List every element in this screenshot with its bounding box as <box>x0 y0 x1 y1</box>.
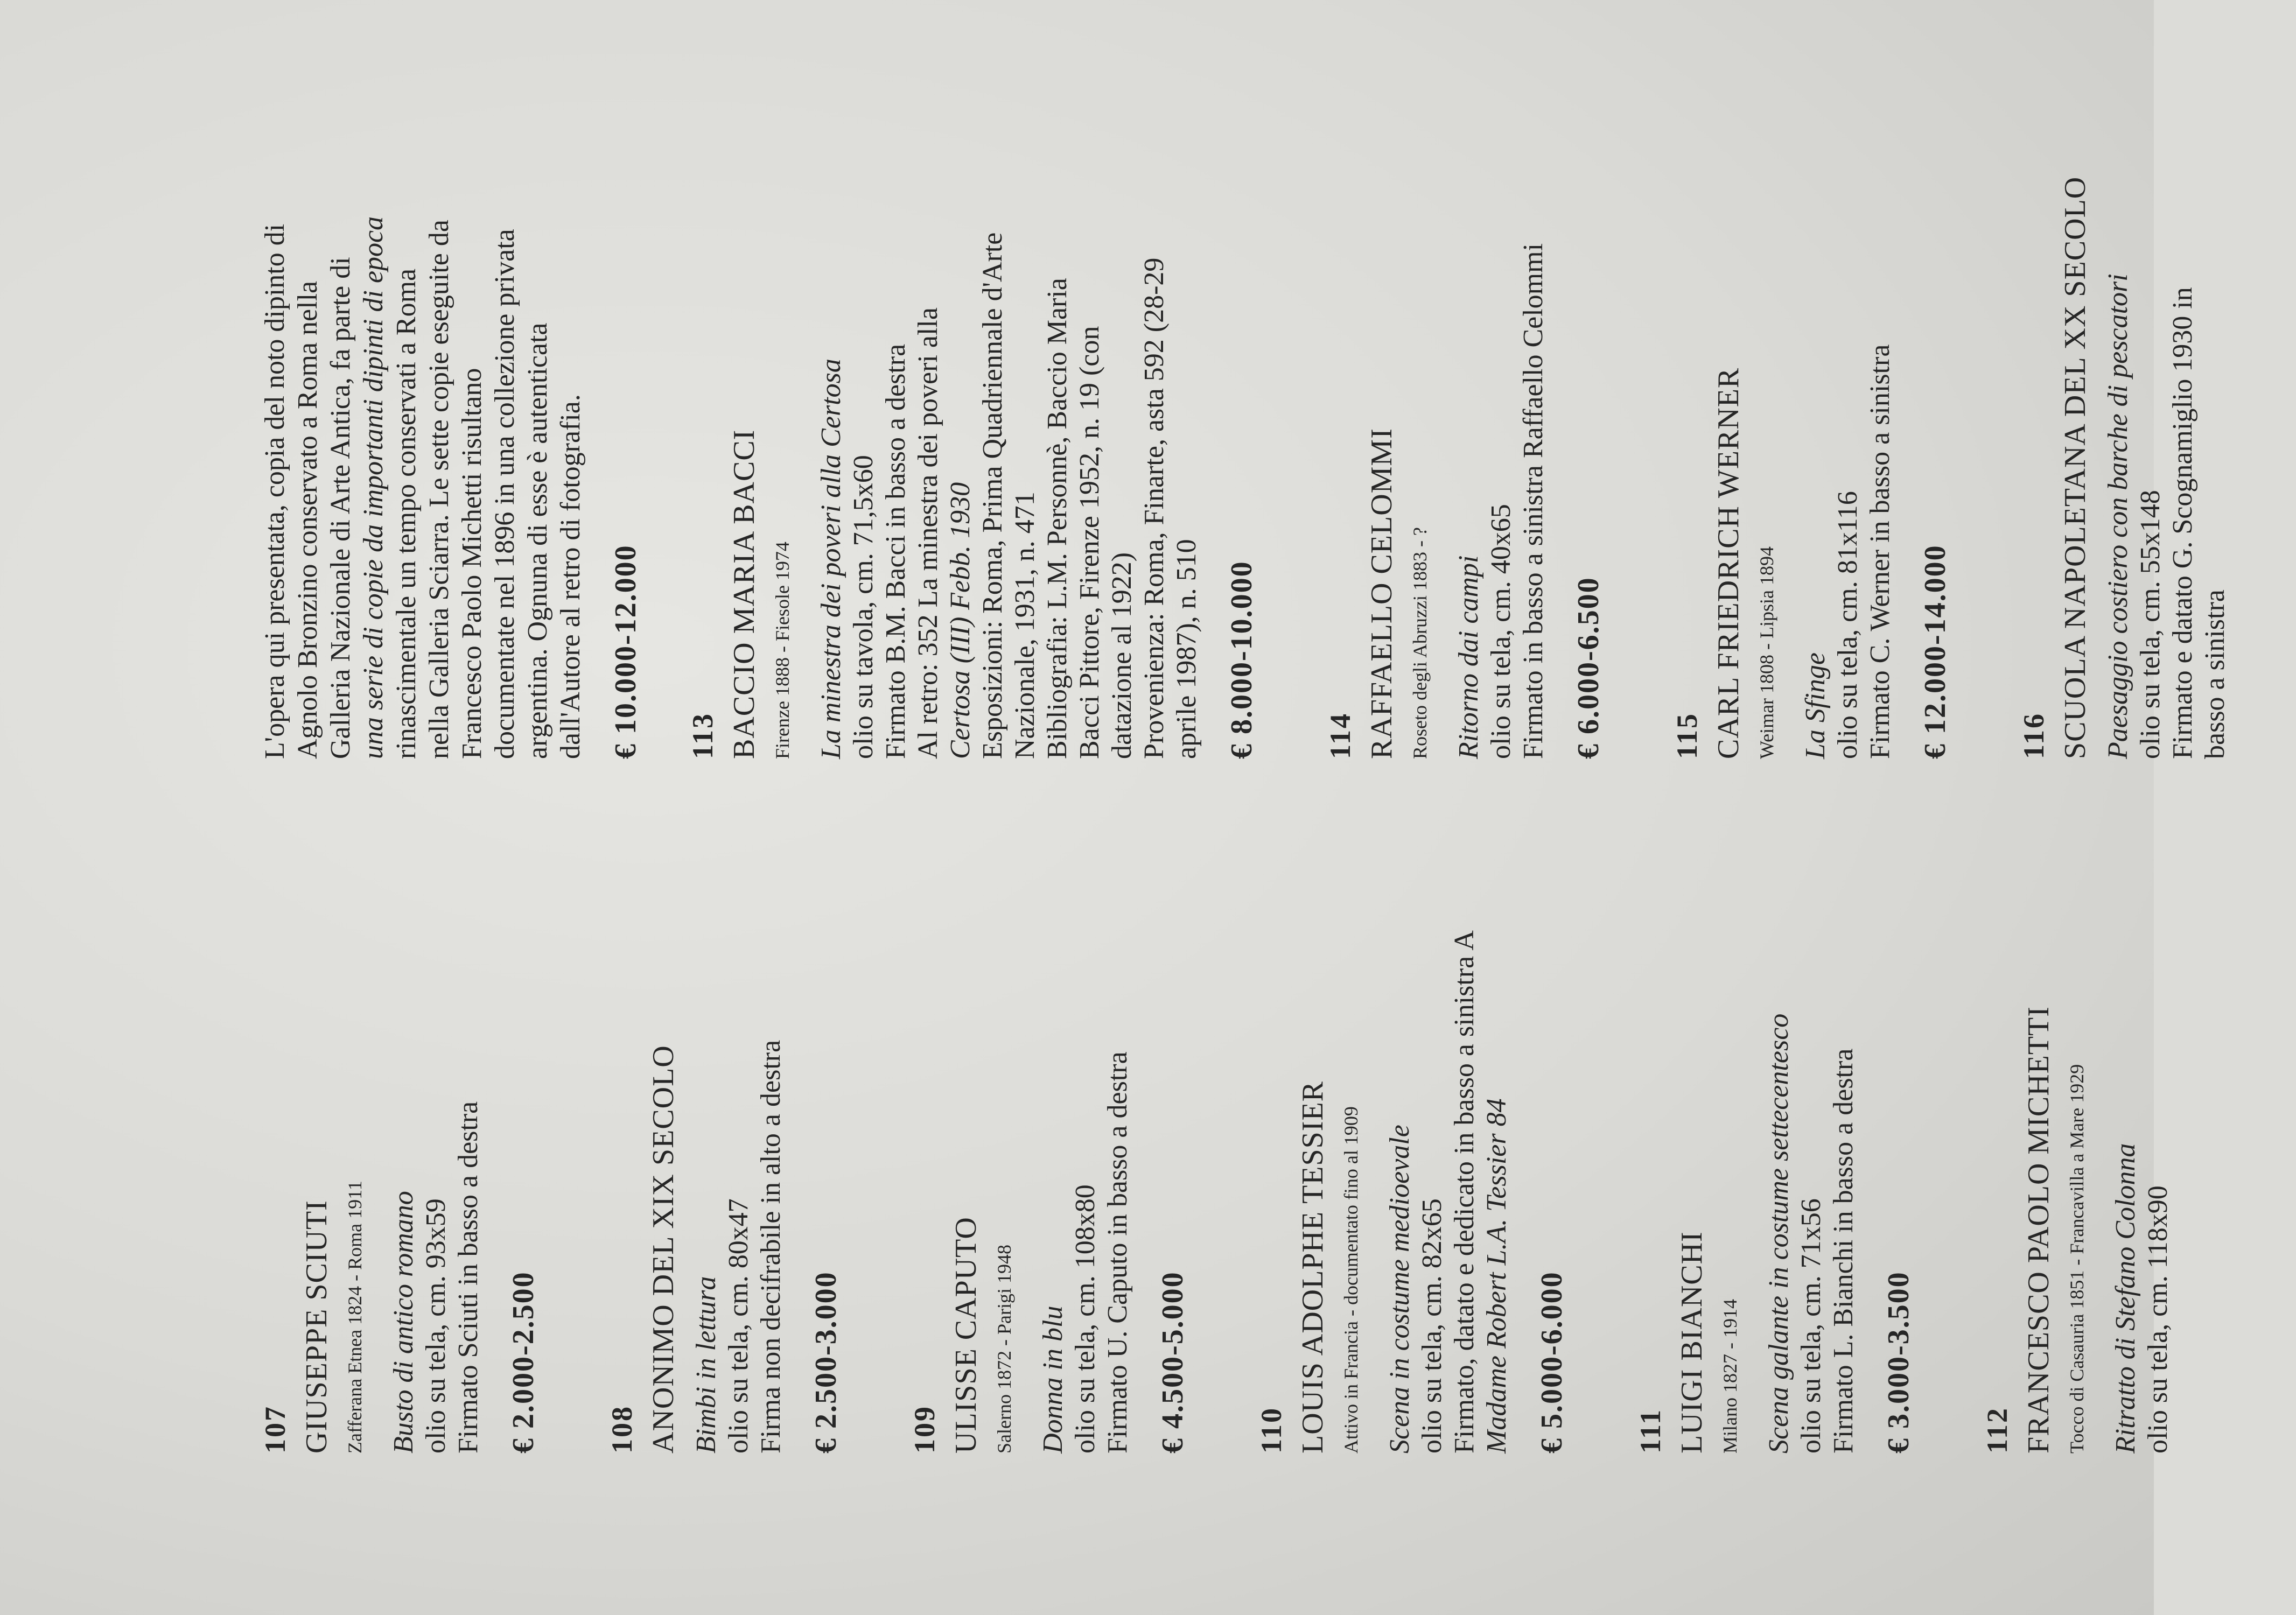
lot-detail-line: Firma non decifrabile in alto a destra <box>755 1040 786 1454</box>
lot-detail-line: Busto di antico romano <box>388 1191 419 1454</box>
description-line: nella Galleria Sciarra. Le sette copie eseguite da <box>424 220 454 759</box>
artist-name: SCUOLA NAPOLETANA DEL XX SECOLO <box>2059 176 2092 759</box>
lot-entry <box>258 834 541 1454</box>
lot-number: 115 <box>1671 712 1703 759</box>
artist-name: RAFFAELLO CELOMMI <box>1365 428 1398 759</box>
lot-detail-line: Donna in blu <box>1038 1305 1068 1454</box>
description-line: L'opera qui presentata, copia del noto dipinto di <box>260 223 290 759</box>
artist-dates: Roseto degli Abruzzi 1883 - ? <box>1409 527 1431 759</box>
lot-detail-line: olio su tela, cm. 108x80 <box>1070 1184 1101 1454</box>
artist-name: GIUSEPPE SCIUTI <box>300 1200 333 1454</box>
lot-detail-line: Ritratto di Stefano Colonna <box>2110 1143 2141 1454</box>
lot-detail-line: Al retro: 352 La minestra dei poveri alla <box>913 307 943 759</box>
lot-detail-line: olio su tela, cm. 80x47 <box>723 1198 754 1454</box>
lot-detail-line: aprile 1987), n. 510 <box>1171 539 1202 759</box>
description-line: dall'Autore al retro di fotografia. <box>555 394 586 759</box>
lot-detail-line: basso a sinistra <box>2200 589 2230 759</box>
lot-number: 111 <box>1634 1408 1667 1454</box>
artist-name: BACCIO MARIA BACCI <box>727 429 761 759</box>
lot-detail-line: Firmato Sciuti in basso a destra <box>453 1101 484 1454</box>
lot-detail-line: Scena galante in costume settecentesco <box>1763 1013 1794 1454</box>
description-line: documentate nel 1896 in una collezione privata <box>489 229 520 759</box>
lot-detail-line: Firmato B.M. Bacci in basso a destra <box>880 343 911 759</box>
lot-detail-line: olio su tela, cm. 82x65 <box>1417 1198 1447 1454</box>
price-estimate: € 2.000-2.500 <box>507 1271 540 1454</box>
lot-detail-line: olio su tela, cm. 40x65 <box>1486 504 1516 759</box>
price-estimate: € 4.500-5.000 <box>1156 1271 1189 1454</box>
description-line: Francesco Paolo Michetti risultano <box>457 368 487 759</box>
lot-detail-line: Madame Robert L.A. Tessier 84 <box>1481 1098 1512 1454</box>
lot-detail-line: Esposizioni: Roma, Prima Quadriennale d'Arte <box>977 232 1008 759</box>
catalog-page <box>81 27 2230 1588</box>
lot-detail-line: Bibliografia: L.M. Personnè, Baccio Maria <box>1042 278 1073 759</box>
right-column <box>258 140 2296 759</box>
description-line: argentina. Ognuna di esse è autenticata <box>522 322 553 759</box>
lot-detail-line: Firmato, datato e dedicato in basso a sinistra A <box>1449 930 1480 1454</box>
description-line: rinascimentale un tempo conservati a Roma <box>391 268 422 759</box>
lot-detail-line: Firmato in basso a sinistra Raffaello Celommi <box>1518 243 1549 759</box>
artist-name: LUIGI BIANCHI <box>1675 1231 1709 1454</box>
artist-name: LOUIS ADOLPHE TESSIER <box>1296 1080 1329 1454</box>
lot-detail-line: La Sfinge <box>1800 652 1831 759</box>
artist-dates: Attivo in Francia - documentato fino al 1909 <box>1340 1106 1362 1454</box>
lot-number: 109 <box>908 1405 941 1454</box>
lot-entry <box>605 834 843 1454</box>
lot-number: 107 <box>259 1405 291 1454</box>
lot-detail-line: Paesaggio costiero con barche di pescatori <box>2103 273 2133 759</box>
lot-detail-line: olio su tavola, cm. 71,5x60 <box>848 455 879 759</box>
lot-number: 114 <box>1324 712 1356 759</box>
price-estimate: € 8.000-10.000 <box>1225 560 1258 759</box>
lot-detail-line: Firmato U. Caputo in basso a destra <box>1102 1051 1133 1454</box>
lot-112-description <box>258 140 643 759</box>
lot-detail-line: datazione al 1922) <box>1107 552 1137 759</box>
lot-detail-line: Bimbi in lettura <box>691 1276 722 1454</box>
lot-entry <box>1324 140 1606 759</box>
description-line: Galleria Nazionale di Arte Antica, fa parte di <box>325 257 356 759</box>
artist-dates: Firenze 1888 - Fiesole 1974 <box>772 542 793 759</box>
lot-detail-line: Firmato e datato G. Scognamiglio 1930 in <box>2167 287 2198 759</box>
artist-name: ANONIMO DEL XIX SECOLO <box>647 1045 680 1454</box>
lot-entry <box>1980 834 2174 1454</box>
artist-dates: Salerno 1872 - Parigi 1948 <box>993 1245 1015 1454</box>
price-estimate: € 12.000-14.000 <box>1919 544 1952 759</box>
price-estimate: € 3.000-3.500 <box>1882 1271 1915 1454</box>
artist-dates: Zafferana Etnea 1824 - Roma 1911 <box>344 1181 366 1454</box>
lot-detail-line: olio su tela, cm. 81x116 <box>1832 491 1863 759</box>
lot-entry <box>1255 834 1569 1454</box>
lot-detail-line: olio su tela, cm. 55x148 <box>2135 490 2166 759</box>
lot-number: 116 <box>2018 712 2050 759</box>
lot-entry <box>1670 140 1952 759</box>
lot-entry <box>2017 140 2231 759</box>
lot-detail-line: Bacci Pittore, Firenze 1952, n. 19 (con <box>1074 326 1105 759</box>
lot-entry <box>908 834 1190 1454</box>
lot-number: 112 <box>1981 1406 2013 1454</box>
lot-number: 110 <box>1255 1406 1287 1454</box>
artist-dates: Milano 1827 - 1914 <box>1719 1299 1741 1454</box>
price-estimate: € 6.000-6.500 <box>1572 577 1605 759</box>
description-line: una serie di copie da importanti dipinti di epoca <box>358 216 389 759</box>
price-estimate: € 2.500-3.000 <box>809 1271 843 1454</box>
lot-detail-line: Certosa (III) Febb. 1930 <box>945 482 976 759</box>
lot-number: 108 <box>606 1405 638 1454</box>
lot-entry <box>686 140 1259 759</box>
lot-detail-line: Provenienza: Roma, Finarte, asta 592 (28-29 <box>1139 257 1170 759</box>
artist-name: ULISSE CAPUTO <box>949 1217 983 1454</box>
lot-detail-line: olio su tela, cm. 71x56 <box>1796 1198 1826 1454</box>
left-column <box>258 834 2239 1454</box>
lot-detail-line: Scena in costume medioevale <box>1384 1125 1415 1454</box>
artist-name: CARL FRIEDRICH WERNER <box>1712 367 1745 759</box>
lot-detail-line: olio su tela, cm. 118x90 <box>2143 1185 2173 1454</box>
lot-detail-line: Firmato C. Werner in basso a sinistra <box>1865 344 1895 759</box>
lot-detail-line: La minestra dei poveri alla Certosa <box>816 359 846 759</box>
lot-detail-line: olio su tela, cm. 93x59 <box>421 1198 451 1454</box>
lot-detail-line: Ritorno dai campi <box>1453 555 1484 759</box>
lot-entry <box>1634 834 1916 1454</box>
lot-number: 113 <box>687 712 719 759</box>
artist-dates: Tocco di Casauria 1851 - Francavilla a Mare 1929 <box>2066 1064 2088 1454</box>
artist-name: FRANCESCO PAOLO MICHETTI <box>2022 1006 2055 1454</box>
price-estimate: € 5.000-6.000 <box>1535 1271 1569 1454</box>
description-line: Agnolo Bronzino conservato a Roma nella <box>292 280 323 759</box>
lot-detail-line: Firmato L. Bianchi in basso a destra <box>1828 1048 1859 1454</box>
price-estimate: € 10.000-12.000 <box>609 544 642 759</box>
lot-detail-line: Nazionale, 1931, n. 471 <box>1010 491 1040 759</box>
artist-dates: Weimar 1808 - Lipsia 1894 <box>1756 546 1777 759</box>
